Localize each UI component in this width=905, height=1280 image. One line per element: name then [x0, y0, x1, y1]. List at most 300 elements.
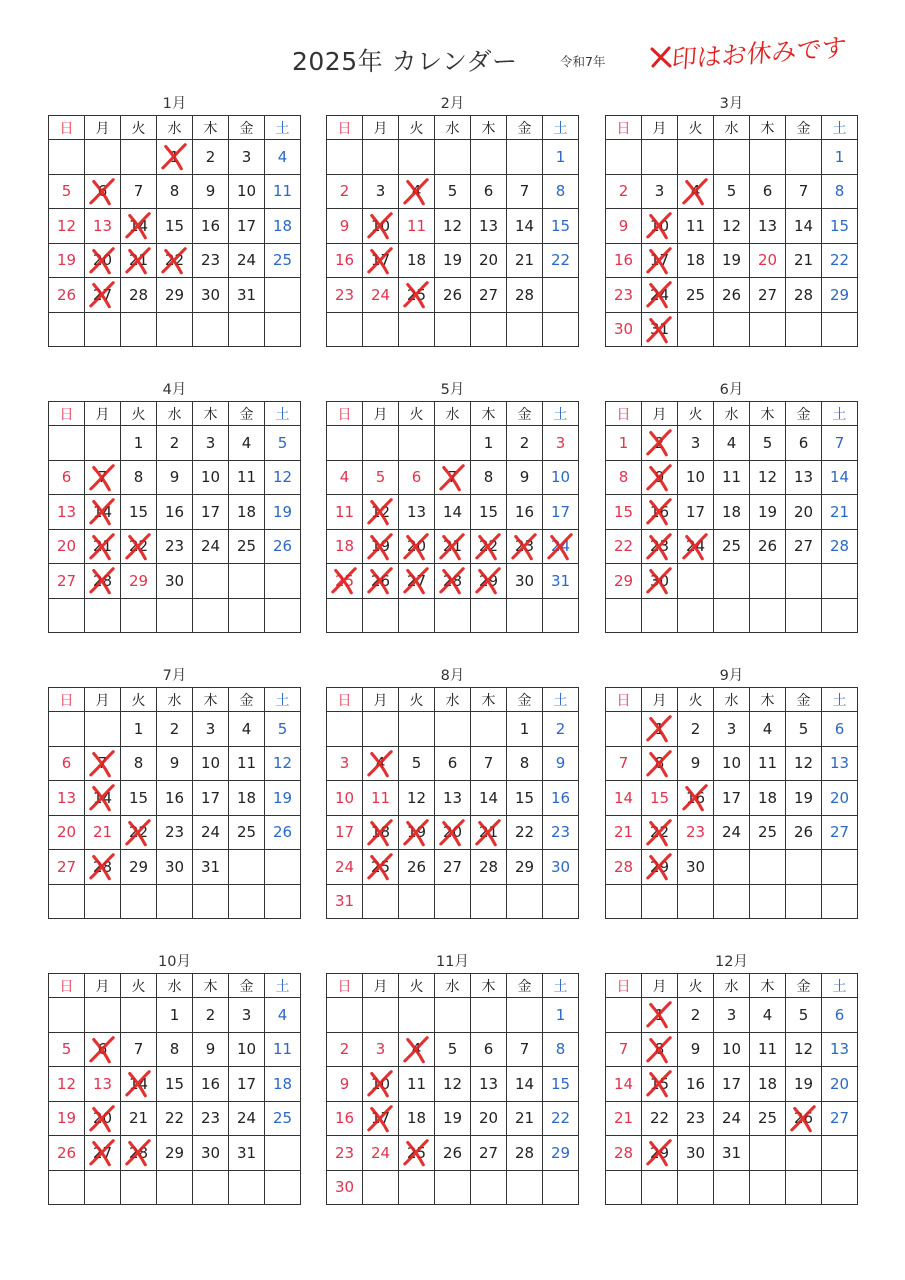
- day-number: 4: [339, 468, 350, 487]
- day-cell: [678, 1102, 714, 1137]
- day-cell: [750, 278, 786, 313]
- month-block: [48, 950, 301, 1210]
- empty-cell: [229, 599, 265, 634]
- empty-cell: [121, 313, 157, 348]
- empty-cell: [193, 599, 229, 634]
- empty-cell: [435, 998, 471, 1033]
- day-number: 13: [442, 788, 463, 807]
- month-title: 10月: [158, 954, 191, 970]
- day-cell: [363, 1033, 399, 1068]
- day-cell: [714, 712, 750, 747]
- day-cell: [642, 816, 678, 851]
- day-number: 26: [272, 537, 293, 556]
- weekday-header: 日: [606, 688, 642, 712]
- day-cell: [157, 1102, 193, 1137]
- month-title: 5月: [440, 382, 465, 398]
- day-number: 1: [555, 1005, 566, 1024]
- empty-cell: [786, 140, 822, 175]
- day-number: 4: [411, 1040, 422, 1059]
- day-number: 5: [61, 1040, 72, 1059]
- weekday-header: 水: [714, 116, 750, 140]
- day-cell: [229, 175, 265, 210]
- day-number: 6: [483, 1040, 494, 1059]
- month-title: 3月: [719, 96, 744, 112]
- day-cell: [327, 209, 363, 244]
- day-cell: [471, 850, 507, 885]
- day-cell: [121, 244, 157, 279]
- month-grid: [326, 401, 579, 633]
- day-cell: [606, 850, 642, 885]
- empty-cell: [750, 564, 786, 599]
- day-cell: [85, 209, 121, 244]
- empty-cell: [714, 313, 750, 348]
- day-number: 14: [613, 1074, 634, 1093]
- day-cell: [642, 278, 678, 313]
- day-number: 29: [128, 857, 149, 876]
- day-number: 19: [406, 823, 427, 842]
- empty-cell: [786, 564, 822, 599]
- day-cell: [471, 461, 507, 496]
- day-cell: [327, 885, 363, 920]
- weekday-header: 水: [157, 116, 193, 140]
- empty-cell: [265, 850, 301, 885]
- day-cell: [193, 461, 229, 496]
- weekday-header: 木: [750, 688, 786, 712]
- day-number: 27: [56, 571, 77, 590]
- day-number: 26: [793, 823, 814, 842]
- day-cell: [678, 1067, 714, 1102]
- day-number: 8: [555, 1040, 566, 1059]
- day-cell: [327, 495, 363, 530]
- day-number: 28: [613, 1143, 634, 1162]
- day-cell: [399, 816, 435, 851]
- day-number: 24: [200, 537, 221, 556]
- day-number: 3: [726, 1005, 737, 1024]
- day-cell: [265, 816, 301, 851]
- day-cell: [363, 244, 399, 279]
- day-number: 5: [411, 754, 422, 773]
- day-cell: [714, 1102, 750, 1137]
- day-cell: [157, 1136, 193, 1171]
- day-number: 19: [442, 251, 463, 270]
- weekday-header: 金: [229, 402, 265, 426]
- day-number: 3: [375, 1040, 386, 1059]
- day-cell: [678, 747, 714, 782]
- empty-cell: [193, 313, 229, 348]
- day-cell: [822, 712, 858, 747]
- day-cell: [642, 781, 678, 816]
- day-cell: [507, 781, 543, 816]
- day-number: 13: [56, 502, 77, 521]
- day-cell: [85, 175, 121, 210]
- day-number: 14: [514, 216, 535, 235]
- day-number: 3: [654, 182, 665, 201]
- empty-cell: [822, 1171, 858, 1206]
- day-cell: [714, 747, 750, 782]
- day-number: 22: [128, 537, 149, 556]
- weekday-header: 月: [85, 688, 121, 712]
- weekday-header: 金: [507, 974, 543, 998]
- day-number: 29: [613, 571, 634, 590]
- day-cell: [229, 816, 265, 851]
- day-number: 12: [406, 788, 427, 807]
- day-cell: [471, 564, 507, 599]
- empty-cell: [157, 885, 193, 920]
- day-cell: [507, 1067, 543, 1102]
- day-cell: [786, 530, 822, 565]
- empty-cell: [121, 140, 157, 175]
- day-number: 20: [92, 1109, 113, 1128]
- empty-cell: [399, 998, 435, 1033]
- month-grid: [605, 973, 858, 1205]
- day-number: 22: [649, 823, 670, 842]
- day-cell: [678, 998, 714, 1033]
- day-cell: [85, 530, 121, 565]
- empty-cell: [822, 1136, 858, 1171]
- empty-cell: [49, 885, 85, 920]
- day-cell: [822, 1033, 858, 1068]
- empty-cell: [85, 998, 121, 1033]
- day-cell: [714, 781, 750, 816]
- day-cell: [606, 244, 642, 279]
- day-cell: [678, 816, 714, 851]
- day-number: 21: [92, 823, 113, 842]
- day-cell: [714, 175, 750, 210]
- day-cell: [786, 998, 822, 1033]
- day-cell: [822, 461, 858, 496]
- day-number: 27: [757, 285, 778, 304]
- day-number: 31: [236, 1143, 257, 1162]
- day-number: 12: [272, 468, 293, 487]
- day-number: 4: [277, 147, 288, 166]
- day-cell: [786, 244, 822, 279]
- day-number: 17: [649, 251, 670, 270]
- day-number: 13: [793, 468, 814, 487]
- day-number: 17: [200, 502, 221, 521]
- day-cell: [822, 747, 858, 782]
- day-number: 2: [555, 719, 566, 738]
- day-cell: [678, 209, 714, 244]
- weekday-header: 水: [157, 688, 193, 712]
- day-number: 20: [56, 537, 77, 556]
- empty-cell: [327, 313, 363, 348]
- day-cell: [327, 564, 363, 599]
- day-cell: [399, 564, 435, 599]
- day-number: 21: [514, 251, 535, 270]
- empty-cell: [714, 850, 750, 885]
- day-number: 14: [613, 788, 634, 807]
- day-number: 30: [164, 857, 185, 876]
- day-cell: [543, 1136, 579, 1171]
- day-cell: [471, 1102, 507, 1137]
- day-cell: [265, 209, 301, 244]
- day-number: 21: [128, 1109, 149, 1128]
- weekday-header: 日: [327, 116, 363, 140]
- day-cell: [157, 530, 193, 565]
- month-title: 11月: [436, 954, 469, 970]
- day-cell: [507, 816, 543, 851]
- cross-mark-icon: [648, 44, 674, 70]
- day-number: 25: [757, 823, 778, 842]
- empty-cell: [121, 885, 157, 920]
- empty-cell: [507, 599, 543, 634]
- day-number: 23: [164, 823, 185, 842]
- day-number: 6: [834, 1005, 845, 1024]
- empty-cell: [265, 599, 301, 634]
- empty-cell: [157, 1171, 193, 1206]
- day-cell: [399, 850, 435, 885]
- day-number: 4: [277, 1005, 288, 1024]
- day-number: 23: [613, 285, 634, 304]
- month-grid: [326, 115, 579, 347]
- day-number: 28: [128, 1143, 149, 1162]
- empty-cell: [678, 140, 714, 175]
- day-number: 19: [272, 788, 293, 807]
- day-number: 5: [61, 182, 72, 201]
- day-cell: [606, 426, 642, 461]
- day-cell: [435, 530, 471, 565]
- empty-cell: [49, 426, 85, 461]
- weekday-header: 日: [327, 974, 363, 998]
- day-cell: [85, 564, 121, 599]
- day-number: 9: [205, 182, 216, 201]
- empty-cell: [363, 885, 399, 920]
- month-block: [326, 950, 579, 1210]
- day-number: 30: [164, 571, 185, 590]
- day-number: 11: [334, 502, 355, 521]
- day-cell: [265, 712, 301, 747]
- empty-cell: [606, 998, 642, 1033]
- day-cell: [678, 461, 714, 496]
- weekday-header: 火: [399, 402, 435, 426]
- day-number: 18: [685, 251, 706, 270]
- day-number: 7: [97, 468, 108, 487]
- weekday-header: 金: [786, 974, 822, 998]
- day-cell: [121, 747, 157, 782]
- day-number: 19: [56, 251, 77, 270]
- day-number: 9: [205, 1040, 216, 1059]
- weekday-header: 火: [399, 116, 435, 140]
- day-cell: [507, 461, 543, 496]
- day-number: 8: [169, 182, 180, 201]
- day-number: 17: [200, 788, 221, 807]
- day-cell: [786, 816, 822, 851]
- day-number: 20: [406, 537, 427, 556]
- day-number: 3: [241, 147, 252, 166]
- day-cell: [157, 712, 193, 747]
- day-cell: [543, 712, 579, 747]
- empty-cell: [507, 313, 543, 348]
- day-cell: [750, 816, 786, 851]
- day-number: 29: [550, 1143, 571, 1162]
- day-number: 20: [56, 823, 77, 842]
- day-cell: [265, 495, 301, 530]
- day-number: 16: [685, 788, 706, 807]
- day-number: 30: [685, 1143, 706, 1162]
- day-number: 11: [757, 754, 778, 773]
- day-number: 23: [334, 1143, 355, 1162]
- day-number: 18: [406, 251, 427, 270]
- day-number: 31: [334, 892, 355, 911]
- day-number: 25: [757, 1109, 778, 1128]
- day-cell: [507, 564, 543, 599]
- day-cell: [507, 495, 543, 530]
- day-cell: [363, 278, 399, 313]
- day-number: 12: [442, 1074, 463, 1093]
- day-number: 24: [200, 823, 221, 842]
- day-cell: [363, 530, 399, 565]
- day-cell: [606, 1136, 642, 1171]
- day-number: 12: [793, 1040, 814, 1059]
- day-cell: [193, 530, 229, 565]
- day-cell: [786, 426, 822, 461]
- empty-cell: [822, 885, 858, 920]
- day-cell: [750, 530, 786, 565]
- day-cell: [121, 564, 157, 599]
- weekday-header: 日: [49, 688, 85, 712]
- day-cell: [606, 1033, 642, 1068]
- weekday-header: 金: [229, 688, 265, 712]
- day-number: 28: [613, 857, 634, 876]
- day-number: 8: [618, 468, 629, 487]
- day-cell: [265, 1033, 301, 1068]
- day-cell: [193, 816, 229, 851]
- day-number: 11: [685, 216, 706, 235]
- day-cell: [363, 1136, 399, 1171]
- day-number: 1: [133, 433, 144, 452]
- day-number: 1: [169, 147, 180, 166]
- day-cell: [606, 495, 642, 530]
- day-number: 11: [721, 468, 742, 487]
- empty-cell: [471, 313, 507, 348]
- day-cell: [750, 209, 786, 244]
- empty-cell: [121, 1171, 157, 1206]
- day-number: 6: [61, 754, 72, 773]
- day-number: 11: [236, 754, 257, 773]
- weekday-header: 土: [543, 116, 579, 140]
- day-number: 15: [550, 1074, 571, 1093]
- day-cell: [543, 564, 579, 599]
- weekday-header: 木: [750, 116, 786, 140]
- day-cell: [229, 461, 265, 496]
- weekday-header: 火: [121, 974, 157, 998]
- day-number: 30: [685, 857, 706, 876]
- day-number: 18: [272, 1074, 293, 1093]
- month-grid: [605, 687, 858, 919]
- day-cell: [229, 712, 265, 747]
- day-number: 26: [442, 285, 463, 304]
- day-number: 9: [618, 216, 629, 235]
- empty-cell: [265, 885, 301, 920]
- day-number: 3: [241, 1005, 252, 1024]
- day-cell: [399, 747, 435, 782]
- day-number: 17: [334, 823, 355, 842]
- day-number: 20: [757, 251, 778, 270]
- day-cell: [399, 1033, 435, 1068]
- weekday-header: 日: [327, 402, 363, 426]
- day-number: 7: [834, 433, 845, 452]
- day-number: 10: [649, 216, 670, 235]
- empty-cell: [49, 998, 85, 1033]
- day-cell: [543, 1102, 579, 1137]
- day-cell: [49, 209, 85, 244]
- day-number: 1: [483, 433, 494, 452]
- day-cell: [49, 495, 85, 530]
- day-cell: [157, 278, 193, 313]
- era-label: 令和7年: [560, 54, 606, 69]
- empty-cell: [435, 1171, 471, 1206]
- day-number: 28: [92, 571, 113, 590]
- day-number: 25: [406, 1143, 427, 1162]
- day-cell: [363, 816, 399, 851]
- day-cell: [229, 244, 265, 279]
- day-number: 28: [829, 537, 850, 556]
- day-cell: [714, 1136, 750, 1171]
- day-number: 5: [277, 433, 288, 452]
- empty-cell: [507, 998, 543, 1033]
- day-cell: [678, 781, 714, 816]
- day-cell: [399, 781, 435, 816]
- day-number: 29: [829, 285, 850, 304]
- weekday-header: 金: [786, 688, 822, 712]
- day-number: 4: [762, 1005, 773, 1024]
- month-block: [48, 92, 301, 352]
- day-cell: [49, 175, 85, 210]
- day-number: 2: [205, 147, 216, 166]
- day-cell: [642, 530, 678, 565]
- day-cell: [714, 1067, 750, 1102]
- day-number: 2: [618, 182, 629, 201]
- day-number: 31: [649, 320, 670, 339]
- day-cell: [822, 278, 858, 313]
- empty-cell: [363, 599, 399, 634]
- day-number: 19: [757, 502, 778, 521]
- day-number: 20: [478, 251, 499, 270]
- day-number: 7: [133, 182, 144, 201]
- day-number: 10: [721, 754, 742, 773]
- weekday-header: 土: [543, 974, 579, 998]
- day-cell: [606, 209, 642, 244]
- day-cell: [543, 1067, 579, 1102]
- day-cell: [363, 495, 399, 530]
- day-cell: [471, 495, 507, 530]
- day-number: 1: [519, 719, 530, 738]
- day-number: 19: [442, 1109, 463, 1128]
- day-cell: [49, 244, 85, 279]
- day-number: 1: [654, 719, 665, 738]
- day-number: 8: [654, 754, 665, 773]
- empty-cell: [85, 426, 121, 461]
- day-number: 8: [133, 754, 144, 773]
- day-cell: [363, 564, 399, 599]
- day-number: 9: [339, 216, 350, 235]
- day-number: 15: [128, 502, 149, 521]
- day-number: 6: [97, 1040, 108, 1059]
- empty-cell: [786, 1136, 822, 1171]
- day-number: 12: [56, 216, 77, 235]
- page-title: 2025年 カレンダー: [292, 47, 518, 76]
- empty-cell: [265, 1136, 301, 1171]
- day-cell: [49, 278, 85, 313]
- empty-cell: [85, 885, 121, 920]
- day-cell: [543, 998, 579, 1033]
- day-number: 31: [721, 1143, 742, 1162]
- empty-cell: [786, 885, 822, 920]
- day-number: 13: [92, 1074, 113, 1093]
- day-cell: [822, 1067, 858, 1102]
- weekday-header: 火: [121, 402, 157, 426]
- empty-cell: [543, 1171, 579, 1206]
